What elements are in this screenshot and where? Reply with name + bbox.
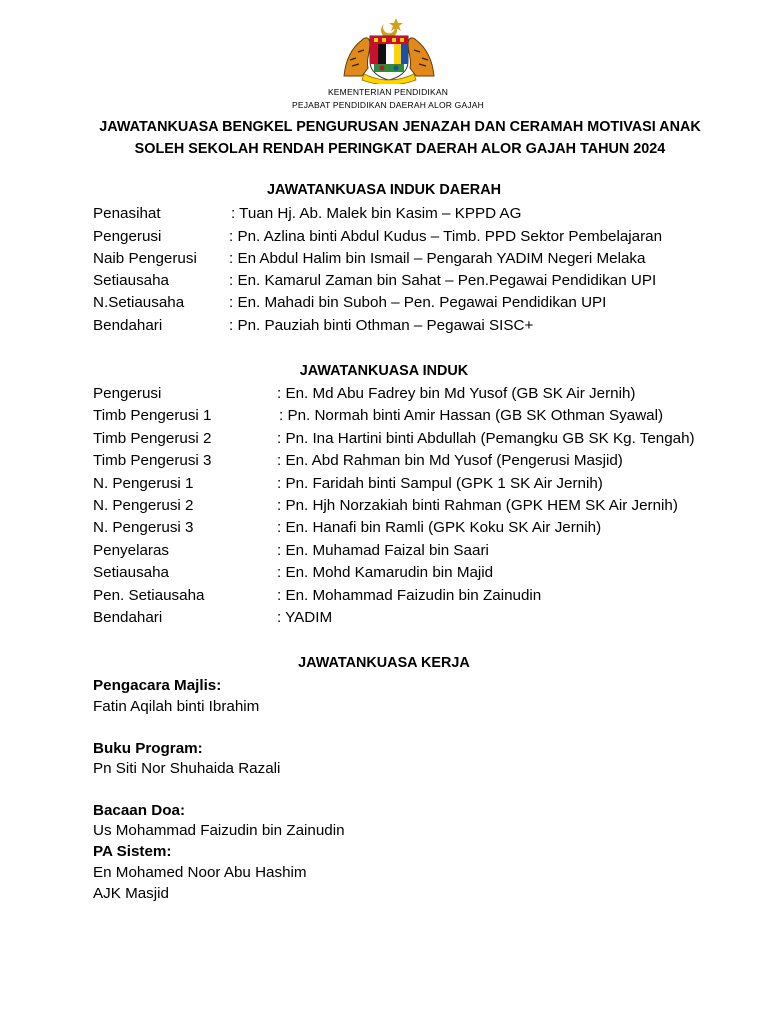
member-value: : En. Hanafi bin Ramli (GPK Koku SK Air Jernih) (277, 519, 602, 536)
role-label: Timb Pengerusi 1 (93, 407, 212, 424)
role-label: Bendahari (93, 609, 163, 626)
member-value: : En. Abd Rahman bin Md Yusof (Pengerusi Masjid) (277, 452, 623, 469)
role-label: N.Setiausaha (93, 294, 185, 311)
role-label: Pengerusi (93, 385, 162, 402)
program-book-name: Pn Siti Nor Shuhaida Razali (93, 760, 281, 777)
pa-system-name-1: En Mohamed Noor Abu Hashim (93, 864, 307, 881)
member-value: : Pn. Faridah binti Sampul (GPK 1 SK Air Jernih) (277, 475, 603, 492)
program-book-label: Buku Program: (93, 740, 203, 757)
mc-label: Pengacara Majlis: (93, 677, 222, 694)
member-value: : En. Mohammad Faizudin bin Zainudin (277, 587, 542, 604)
member-value: : En. Mahadi bin Suboh – Pen. Pegawai Pendidikan UPI (229, 294, 607, 311)
member-value: : En. Md Abu Fadrey bin Md Yusof (GB SK Air Jernih) (277, 385, 636, 402)
member-value: : En. Kamarul Zaman bin Sahat – Pen.Pegawai Pendidikan UPI (229, 272, 657, 289)
member-value: : En Abdul Halim bin Ismail – Pengarah YADIM Negeri Melaka (229, 250, 646, 267)
role-label: N. Pengerusi 1 (93, 475, 194, 492)
main-committee-heading: JAWATANKUASA INDUK (299, 363, 469, 379)
member-value: : Pn. Normah binti Amir Hassan (GB SK Othman Syawal) (279, 407, 664, 424)
work-committee-heading: JAWATANKUASA KERJA (298, 655, 470, 671)
role-label: Pengerusi (93, 228, 162, 245)
role-label: Bendahari (93, 317, 163, 334)
doa-name: Us Mohammad Faizudin bin Zainudin (93, 822, 345, 839)
role-label: Setiausaha (93, 564, 169, 581)
doa-label: Bacaan Doa: (93, 802, 186, 819)
role-label: Timb Pengerusi 2 (93, 430, 212, 447)
coat-of-arms-icon (340, 16, 438, 84)
member-value: : Pn. Pauziah binti Othman – Pegawai SISC+ (229, 317, 534, 334)
member-value: : YADIM (277, 609, 333, 626)
role-label: N. Pengerusi 3 (93, 519, 194, 536)
ministry-name: KEMENTERIAN PENDIDIKAN (327, 87, 449, 97)
role-label: Timb Pengerusi 3 (93, 452, 212, 469)
role-label: N. Pengerusi 2 (93, 497, 194, 514)
member-value: : Pn. Ina Hartini binti Abdullah (Pemangku GB SK Kg. Tengah) (277, 430, 695, 447)
mc-name: Fatin Aqilah binti Ibrahim (93, 698, 260, 715)
district-committee-heading: JAWATANKUASA INDUK DAERAH (267, 182, 501, 198)
member-value: : Pn. Hjh Norzakiah binti Rahman (GPK HEM SK Air Jernih) (277, 497, 678, 514)
document-title-line1: JAWATANKUASA BENGKEL PENGURUSAN JENAZAH DAN CERAMAH MOTIVASI ANAK (99, 119, 701, 135)
pa-system-name-2: AJK Masjid (93, 885, 169, 902)
role-label: Penyelaras (93, 542, 169, 559)
office-name: PEJABAT PENDIDIKAN DAERAH ALOR GAJAH (291, 100, 485, 110)
member-value: : Tuan Hj. Ab. Malek bin Kasim – KPPD AG (231, 205, 522, 222)
document-title-line2: SOLEH SEKOLAH RENDAH PERINGKAT DAERAH ALOR GAJAH TAHUN 2024 (134, 141, 666, 157)
role-label: Penasihat (93, 205, 161, 222)
role-label: Naib Pengerusi (93, 250, 197, 267)
member-value: : En. Muhamad Faizal bin Saari (277, 542, 489, 559)
role-label: Setiausaha (93, 272, 169, 289)
member-value: : En. Mohd Kamarudin bin Majid (277, 564, 494, 581)
role-label: Pen. Setiausaha (93, 587, 205, 604)
member-value: : Pn. Azlina binti Abdul Kudus – Timb. PPD Sektor Pembelajaran (229, 228, 663, 245)
pa-system-label: PA Sistem: (93, 843, 172, 860)
